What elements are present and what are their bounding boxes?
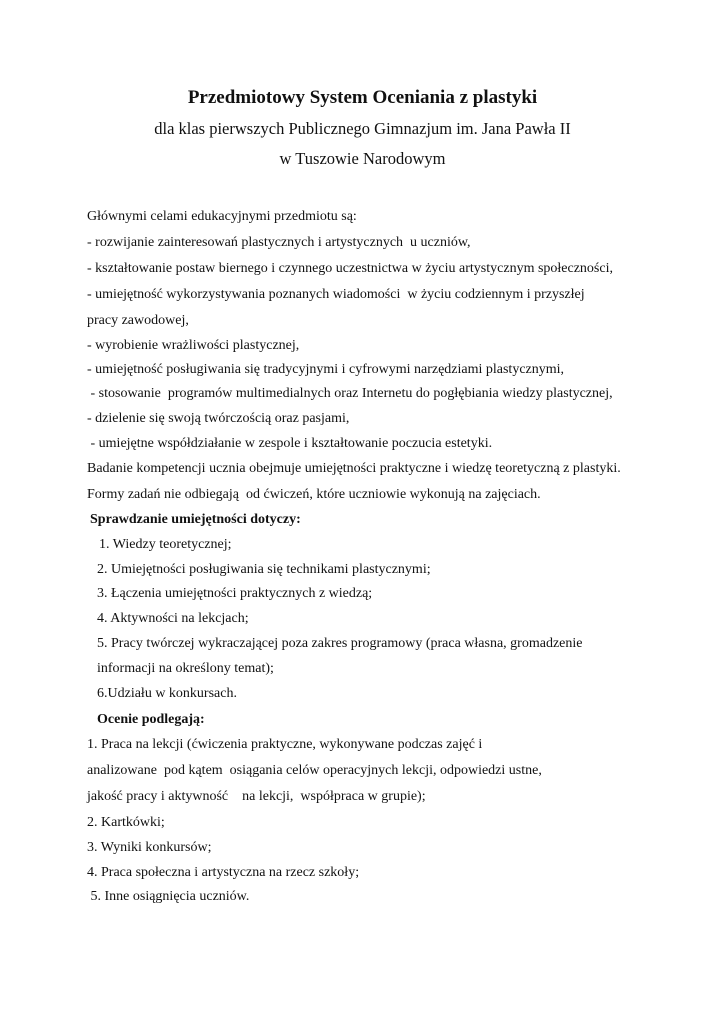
skills-list-item: 6.Udziału w konkursach. <box>97 686 237 701</box>
skills-list-item: 1. Wiedzy teoretycznej; <box>99 537 232 552</box>
document-subtitle-line2: w Tuszowie Narodowym <box>279 149 446 168</box>
competence-line: Formy zadań nie odbiegają od ćwiczeń, które uczniowie wykonują na zajęciach. <box>87 487 541 502</box>
goal-item-continuation: pracy zawodowej, <box>87 313 189 328</box>
skills-heading: Sprawdzanie umiejętności dotyczy: <box>90 512 301 527</box>
document-title: Przedmiotowy System Oceniania z plastyki <box>187 87 538 108</box>
assessment-list-item: 3. Wyniki konkursów; <box>87 840 212 855</box>
goal-item: - dzielenie się swoją twórczością oraz pasjami, <box>87 411 350 426</box>
goal-item: - umiejętność wykorzystywania poznanych wiadomości w życiu codziennym i przyszłej <box>87 287 585 302</box>
document-subtitle-line1: dla klas pierwszych Publicznego Gimnazjum im. Jana Pawła II <box>154 119 571 138</box>
competence-line: Badanie kompetencji ucznia obejmuje umiejętności praktyczne i wiedzę teoretyczną z plastyki. <box>87 461 621 476</box>
skills-list-item: 2. Umiejętności posługiwania się technikami plastycznymi; <box>97 562 431 577</box>
assessment-list-item: 5. Inne osiągnięcia uczniów. <box>87 889 250 904</box>
goal-item: - rozwijanie zainteresowań plastycznych i artystycznych u uczniów, <box>87 235 471 250</box>
skills-list-item: 4. Aktywności na lekcjach; <box>97 611 249 626</box>
goals-intro: Głównymi celami edukacyjnymi przedmiotu są: <box>87 209 357 224</box>
assessment-list-item: 1. Praca na lekcji (ćwiczenia praktyczne, wykonywane podczas zajęć i <box>87 737 483 752</box>
goal-item: - kształtowanie postaw biernego i czynnego uczestnictwa w życiu artystycznym społeczności, <box>87 261 613 276</box>
goal-item: - stosowanie programów multimedialnych oraz Internetu do pogłębiania wiedzy plastycznej, <box>87 386 613 401</box>
skills-list-item: 5. Pracy twórczej wykraczającej poza zakres programowy (praca własna, gromadzenie <box>97 636 583 651</box>
goal-item: - wyrobienie wrażliwości plastycznej, <box>87 338 300 353</box>
goal-item: - umiejętne współdziałanie w zespole i kształtowanie poczucia estetyki. <box>87 436 493 451</box>
skills-list-item-continuation: informacji na określony temat); <box>97 661 274 676</box>
assessment-list-item-continuation: analizowane pod kątem osiągania celów operacyjnych lekcji, odpowiedzi ustne, <box>87 763 542 778</box>
assessment-list-item: 4. Praca społeczna i artystyczna na rzecz szkoły; <box>87 865 360 880</box>
skills-list-item: 3. Łączenia umiejętności praktycznych z wiedzą; <box>97 586 373 601</box>
assessment-list-item-continuation: jakość pracy i aktywność na lekcji, współpraca w grupie); <box>87 789 426 804</box>
assessment-list-item: 2. Kartkówki; <box>87 815 165 830</box>
assessment-heading: Ocenie podlegają: <box>97 712 205 727</box>
goal-item: - umiejętność posługiwania się tradycyjnymi i cyfrowymi narzędziami plastycznymi, <box>87 362 565 377</box>
